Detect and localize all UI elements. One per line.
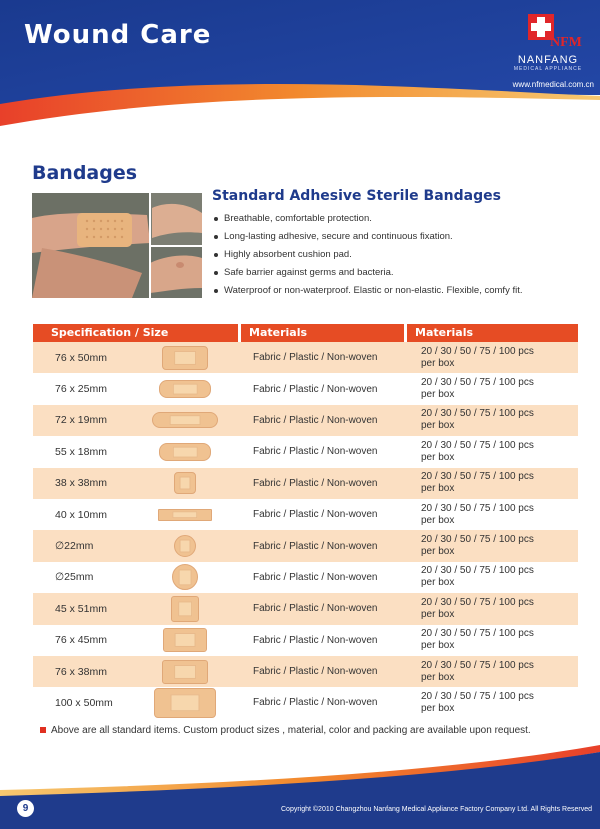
bandage-image-cell [129,687,241,718]
quantity-options: 20 / 30 / 50 / 75 / 100 pcs [421,659,534,671]
feature-item: Highly absorbent cushion pad. [212,246,523,264]
bandage-butterfly-small-icon [171,596,199,622]
quantity-cell [407,346,578,370]
footnote [40,725,531,736]
table-row [33,468,578,499]
header-quantity: Materials [407,324,578,342]
quantity-options: 20 / 30 / 50 / 75 / 100 pcs [421,377,534,389]
materials-cell: Fabric / Plastic / Non-woven [253,383,378,395]
table-row [33,436,578,467]
size-cell: 38 x 38mm [55,477,107,490]
size-cell: 100 x 50mm [55,696,113,709]
quantity-unit: per box [421,671,455,683]
materials-cell: Fabric / Plastic / Non-woven [253,446,378,458]
quantity-unit: per box [421,420,455,432]
website-url[interactable]: www.nfmedical.com.cn [512,80,594,89]
size-cell: 76 x 50mm [55,351,107,364]
materials-cell: Fabric / Plastic / Non-woven [253,352,378,364]
feature-item: Safe barrier against germs and bacteria. [212,264,523,282]
quantity-cell [407,597,578,621]
bandage-image-cell [129,373,241,404]
table-row [33,687,578,718]
bandage-image-cell [129,436,241,467]
logo-brand: NANFANG [517,54,579,66]
bandage-image-cell [129,593,241,624]
table-row [33,373,578,404]
product-title: Standard Adhesive Sterile Bandages [212,188,501,204]
size-cell: 72 x 19mm [55,414,107,427]
table-header [33,324,578,342]
quantity-unit: per box [421,451,455,463]
bandage-image-cell [129,468,241,499]
size-cell: 40 x 10mm [55,508,107,521]
materials-cell: Fabric / Plastic / Non-woven [253,666,378,678]
copyright-text: Copyright ©2010 Changzhou Nanfang Medical Appliance Factory Company Ltd. All Rights Reserved [281,806,592,813]
quantity-unit: per box [421,608,455,620]
bandage-circle-small-icon [174,535,196,557]
bandage-square-icon [174,472,196,494]
feature-list [212,210,523,300]
quantity-options: 20 / 30 / 50 / 75 / 100 pcs [421,408,534,420]
quantity-cell [407,660,578,684]
bandage-circle-icon [172,564,198,590]
size-cell: 45 x 51mm [55,602,107,615]
materials-cell: Fabric / Plastic / Non-woven [253,634,378,646]
section-title: Bandages [32,162,138,184]
table-body [33,342,578,719]
quantity-cell [407,408,578,432]
quantity-unit: per box [421,640,455,652]
size-cell: 55 x 18mm [55,445,107,458]
specification-table [33,324,578,719]
quantity-options: 20 / 30 / 50 / 75 / 100 pcs [421,690,534,702]
table-row [33,593,578,624]
size-cell: ∅25mm [55,571,94,584]
quantity-cell [407,440,578,464]
bandage-image-cell [129,656,241,687]
quantity-cell [407,503,578,527]
quantity-cell [407,471,578,495]
size-cell: 76 x 38mm [55,665,107,678]
quantity-options: 20 / 30 / 50 / 75 / 100 pcs [421,439,534,451]
quantity-unit: per box [421,577,455,589]
quantity-cell [407,565,578,589]
page-footer [0,740,600,829]
header-materials: Materials [241,324,404,342]
bandage-image-cell [129,342,241,373]
bandage-strip-icon [159,443,211,461]
table-row [33,562,578,593]
bandage-thin-icon [158,509,212,521]
feature-item: Long-lasting adhesive, secure and continuous fixation. [212,228,523,246]
materials-cell: Fabric / Plastic / Non-woven [253,603,378,615]
footer-background [0,740,600,829]
feature-item: Breathable, comfortable protection. [212,210,523,228]
quantity-options: 20 / 30 / 50 / 75 / 100 pcs [421,565,534,577]
table-row [33,405,578,436]
quantity-unit: per box [421,357,455,369]
quantity-options: 20 / 30 / 50 / 75 / 100 pcs [421,345,534,357]
quantity-options: 20 / 30 / 50 / 75 / 100 pcs [421,596,534,608]
table-row [33,625,578,656]
materials-cell: Fabric / Plastic / Non-woven [253,571,378,583]
quantity-cell [407,377,578,401]
size-cell: 76 x 25mm [55,383,107,396]
page-header [0,0,600,130]
quantity-unit: per box [421,514,455,526]
quantity-unit: per box [421,702,455,714]
bandage-image-cell [129,530,241,561]
quantity-options: 20 / 30 / 50 / 75 / 100 pcs [421,471,534,483]
header-specification: Specification / Size [33,324,238,342]
quantity-options: 20 / 30 / 50 / 75 / 100 pcs [421,628,534,640]
logo-subtitle: MEDICAL APPLIANCE [513,66,583,72]
feature-item: Waterproof or non-waterproof. Elastic or non-elastic. Flexible, comfy fit. [212,282,523,300]
table-row [33,656,578,687]
page-number: 9 [17,800,34,817]
table-row [33,342,578,373]
product-photo [32,193,202,298]
bandage-image-cell [129,625,241,656]
bullet-square-icon [40,727,46,733]
bandage-long-icon [152,412,218,428]
quantity-cell [407,628,578,652]
bandage-strip-icon [159,380,211,398]
quantity-unit: per box [421,389,455,401]
bandage-image-cell [129,499,241,530]
size-cell: ∅22mm [55,540,94,553]
quantity-cell [407,534,578,558]
quantity-cell [407,691,578,715]
quantity-options: 20 / 30 / 50 / 75 / 100 pcs [421,534,534,546]
bandage-rect-icon [162,346,208,370]
bandage-large-icon [154,688,216,718]
quantity-unit: per box [421,546,455,558]
page-title: Wound Care [24,20,212,50]
materials-cell: Fabric / Plastic / Non-woven [253,477,378,489]
cross-logo-icon [526,10,582,50]
footnote-text: Above are all standard items. Custom product sizes , material, color and packing are available upon request. [51,725,531,736]
materials-cell: Fabric / Plastic / Non-woven [253,414,378,426]
bandage-image-cell [129,405,241,436]
quantity-options: 20 / 30 / 50 / 75 / 100 pcs [421,502,534,514]
size-cell: 76 x 45mm [55,634,107,647]
table-row [33,499,578,530]
table-row [33,530,578,561]
materials-cell: Fabric / Plastic / Non-woven [253,697,378,709]
quantity-unit: per box [421,483,455,495]
materials-cell: Fabric / Plastic / Non-woven [253,509,378,521]
svg-text:NFM: NFM [550,35,582,50]
bandage-butterfly-icon [163,628,207,652]
company-logo [506,10,590,72]
bandage-image-cell [129,562,241,593]
bandage-knuckle-icon [162,660,208,684]
materials-cell: Fabric / Plastic / Non-woven [253,540,378,552]
